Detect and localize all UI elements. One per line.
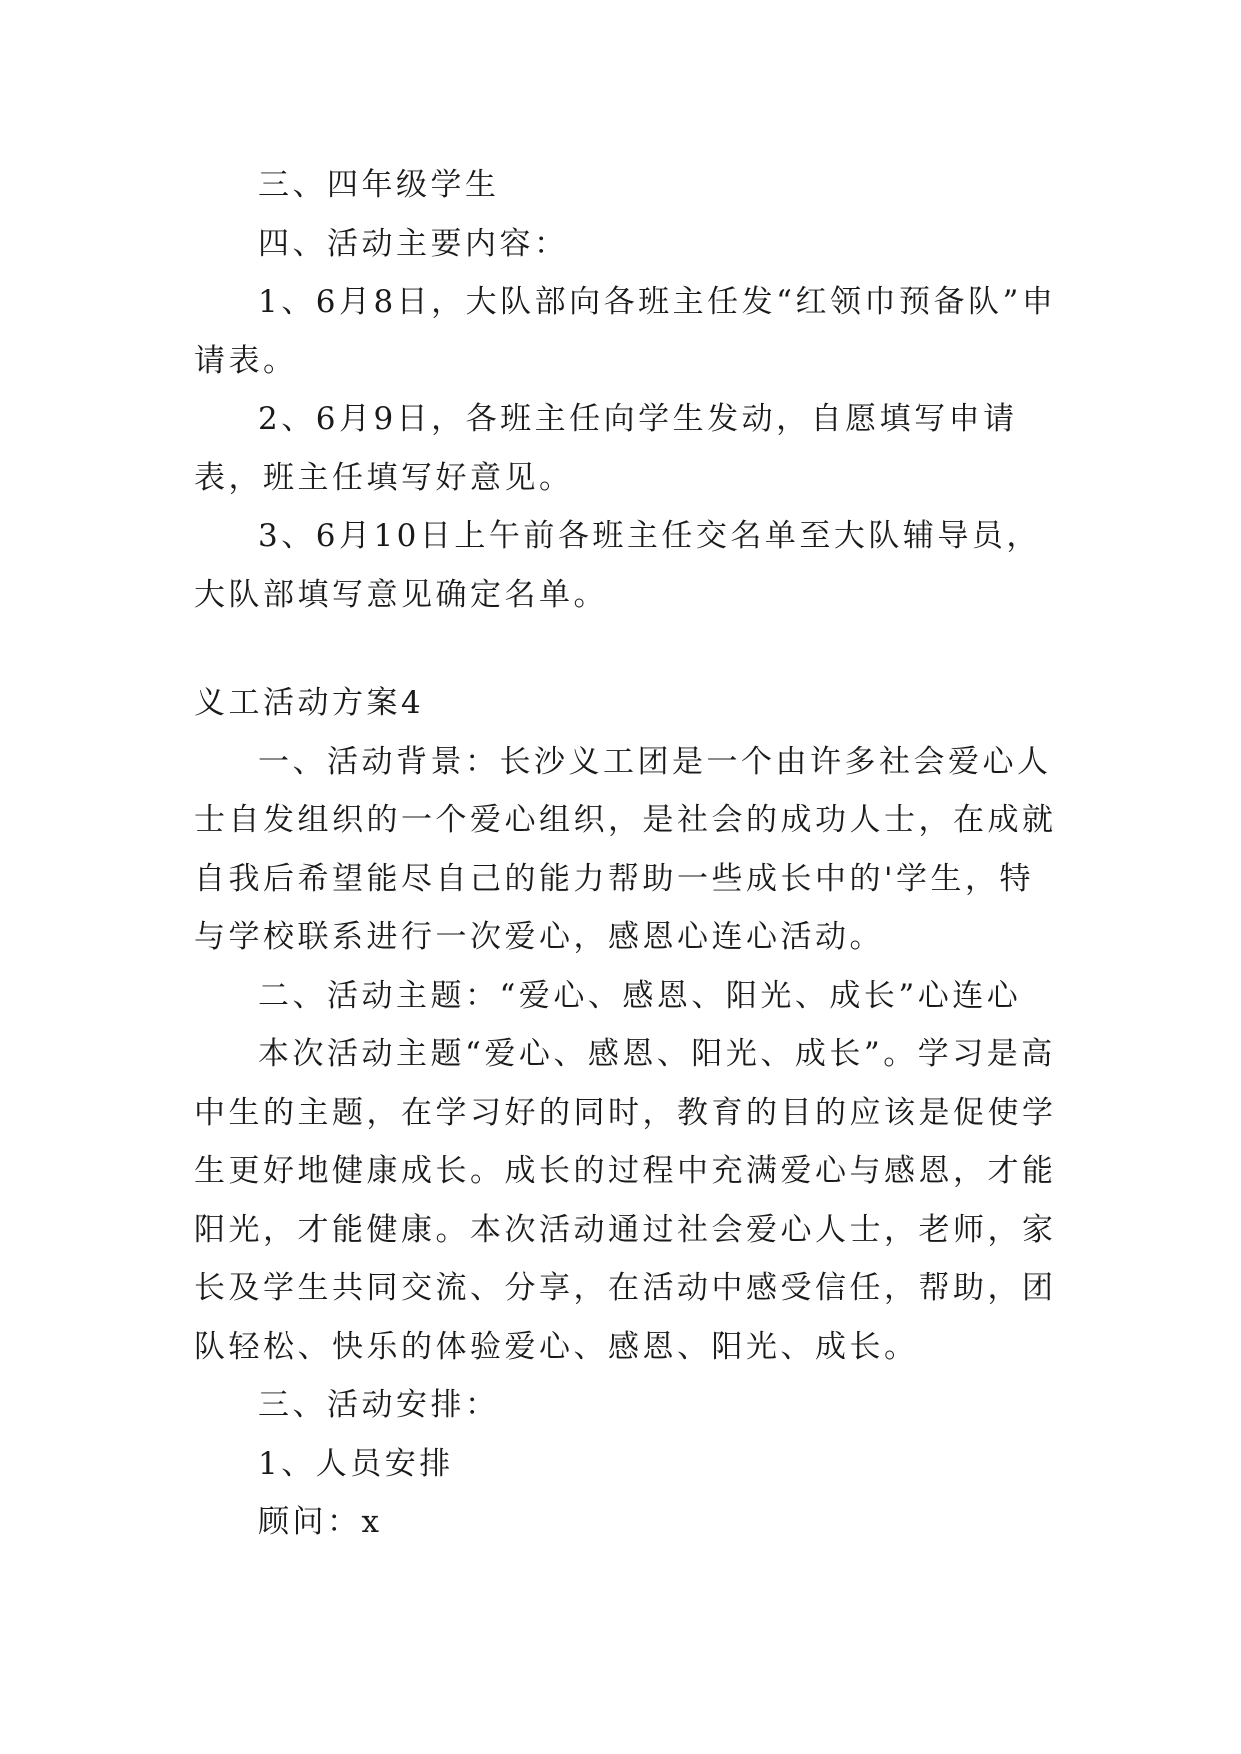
paragraph-item-3: 3、6月10日上午前各班主任交名单至大队辅导员，大队部填写意见确定名单。 <box>194 518 1041 613</box>
paragraph-item-1: 1、6月8日，大队部向各班主任发“红领巾预备队”申请表。 <box>194 284 1057 379</box>
paragraph-theme-description: 本次活动主题“爱心、感恩、阳光、成长”。学习是高中生的主题，在学习好的同时，教育的目的应该是促使学生更好地健康成长。成长的过程中充满爱心与感恩，才能阳光，才能健康。本次活动通过社会爱心人士，老师，家长及学生共同交流、分享，在活动中感受信任，帮助，团队轻松、快乐的体验爱心、感恩、阳光、成长。 <box>194 1036 1057 1365</box>
paragraph-target-students: 三、四年级学生 <box>258 167 500 203</box>
section-title: 义工活动方案4 <box>194 685 425 721</box>
paragraph-theme: 二、活动主题：“爱心、感恩、阳光、成长”心连心 <box>258 977 1022 1014</box>
paragraph-item-2: 2、6月9日，各班主任向学生发动，自愿填写申请表，班主任填写好意见。 <box>194 401 1018 496</box>
paragraph-advisor: 顾问：x <box>258 1504 383 1540</box>
paragraph-arrangement-heading: 三、活动安排： <box>258 1387 500 1423</box>
document-body <box>194 156 1064 1552</box>
paragraph-main-content-heading: 四、活动主要内容： <box>258 225 569 262</box>
paragraph-staff-arrangement: 1、人员安排 <box>258 1445 454 1482</box>
paragraph-background: 一、活动背景：长沙义工团是一个由许多社会爱心人士自发组织的一个爱心组织，是社会的成功人士，在成就自我后希望能尽自己的能力帮助一些成长中的'学生，特与学校联系进行一次爱心，感恩心连心活动。 <box>194 743 1057 955</box>
